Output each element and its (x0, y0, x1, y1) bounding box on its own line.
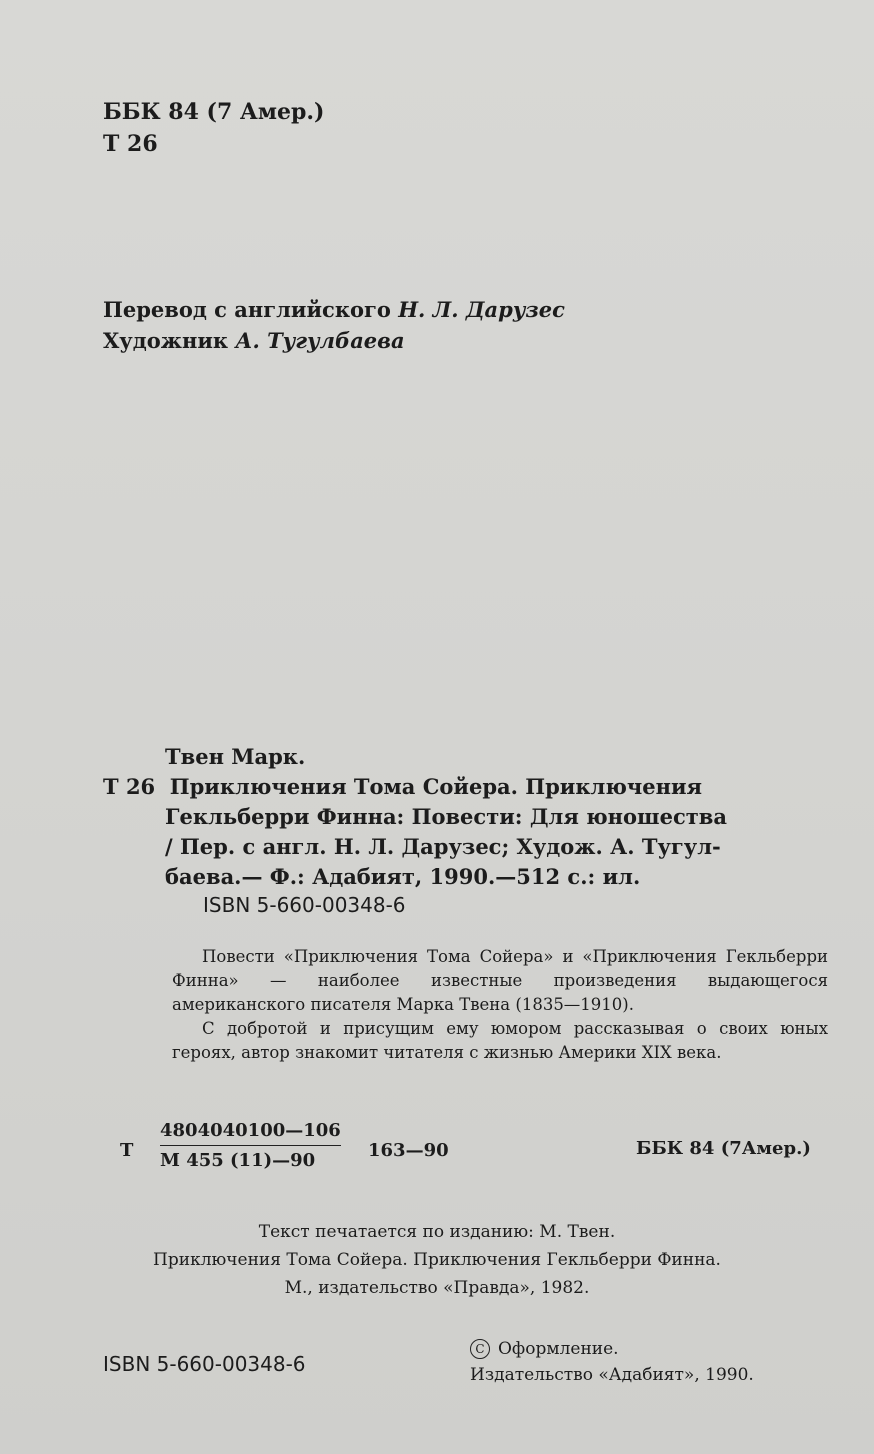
credits (103, 294, 565, 356)
copyright-line (470, 1336, 754, 1362)
show-through-decoration (560, 120, 604, 171)
author-index: Т 26 (103, 131, 158, 157)
codes-letter: Т (120, 1140, 134, 1161)
bbk-header (103, 96, 324, 160)
copyright-block (470, 1336, 754, 1388)
copyright-icon: C (470, 1339, 490, 1359)
show-through-decoration-2 (330, 400, 382, 461)
entry-line-4: баева.— Ф.: Адабият, 1990.—512 с.: ил. (165, 864, 641, 889)
entry-isbn: ISBN 5-660-00348-6 (203, 893, 406, 917)
entry-author: Твен Марк. (165, 744, 306, 769)
codes-fraction (160, 1120, 341, 1171)
translation-credit (103, 294, 565, 325)
translator-name: Н. Л. Дарузес (398, 297, 565, 322)
annotation-paragraph-1: Повести «Приключения Тома Сойера» и «Приключения Гекльберри Финна» — наиболее известные произведения выдающегося американского писателя Марка Твена (1835—1910). (172, 947, 828, 1014)
entry-line-2: Гекльберри Финна: Повести: Для юношества (165, 804, 727, 829)
footer-isbn: ISBN 5-660-00348-6 (103, 1352, 306, 1376)
entry-line-3: / Пер. с англ. Н. Л. Дарузес; Худож. А. Тугул- (165, 834, 721, 859)
bbk-code: ББК 84 (7 Амер.) (103, 99, 325, 125)
annotation-paragraph-2: С добротой и присущим ему юмором рассказывая о своих юных героях, автор знакомит читателя с жизнью Америки XIX века. (172, 1019, 828, 1062)
source-line-3: М., издательство «Правда», 1982. (284, 1278, 590, 1298)
entry-line-1 (103, 772, 727, 802)
annotation (172, 945, 828, 1065)
codes-order: 163—90 (368, 1140, 449, 1161)
publisher-line: Издательство «Адабият», 1990. (470, 1365, 754, 1385)
source-edition (0, 1218, 874, 1302)
source-line-2: Приключения Тома Сойера. Приключения Гекльберри Финна. (153, 1250, 721, 1270)
codes-denominator: М 455 (11)—90 (160, 1150, 316, 1171)
artist-label: Художник (103, 328, 229, 353)
translation-label: Перевод с английского (103, 297, 391, 322)
catalog-entry (103, 742, 727, 892)
entry-title-1: Приключения Тома Сойера. Приключения (169, 774, 703, 799)
codes-numerator: 4804040100—106 (160, 1120, 341, 1146)
codes-bbk: ББК 84 (7Амер.) (636, 1138, 811, 1159)
source-line-1: Текст печатается по изданию: М. Твен. (258, 1222, 616, 1242)
entry-index: Т 26 (103, 774, 156, 799)
artist-name: А. Тугулбаева (235, 328, 405, 353)
design-label: Оформление. (498, 1339, 619, 1359)
artist-credit (103, 325, 565, 356)
